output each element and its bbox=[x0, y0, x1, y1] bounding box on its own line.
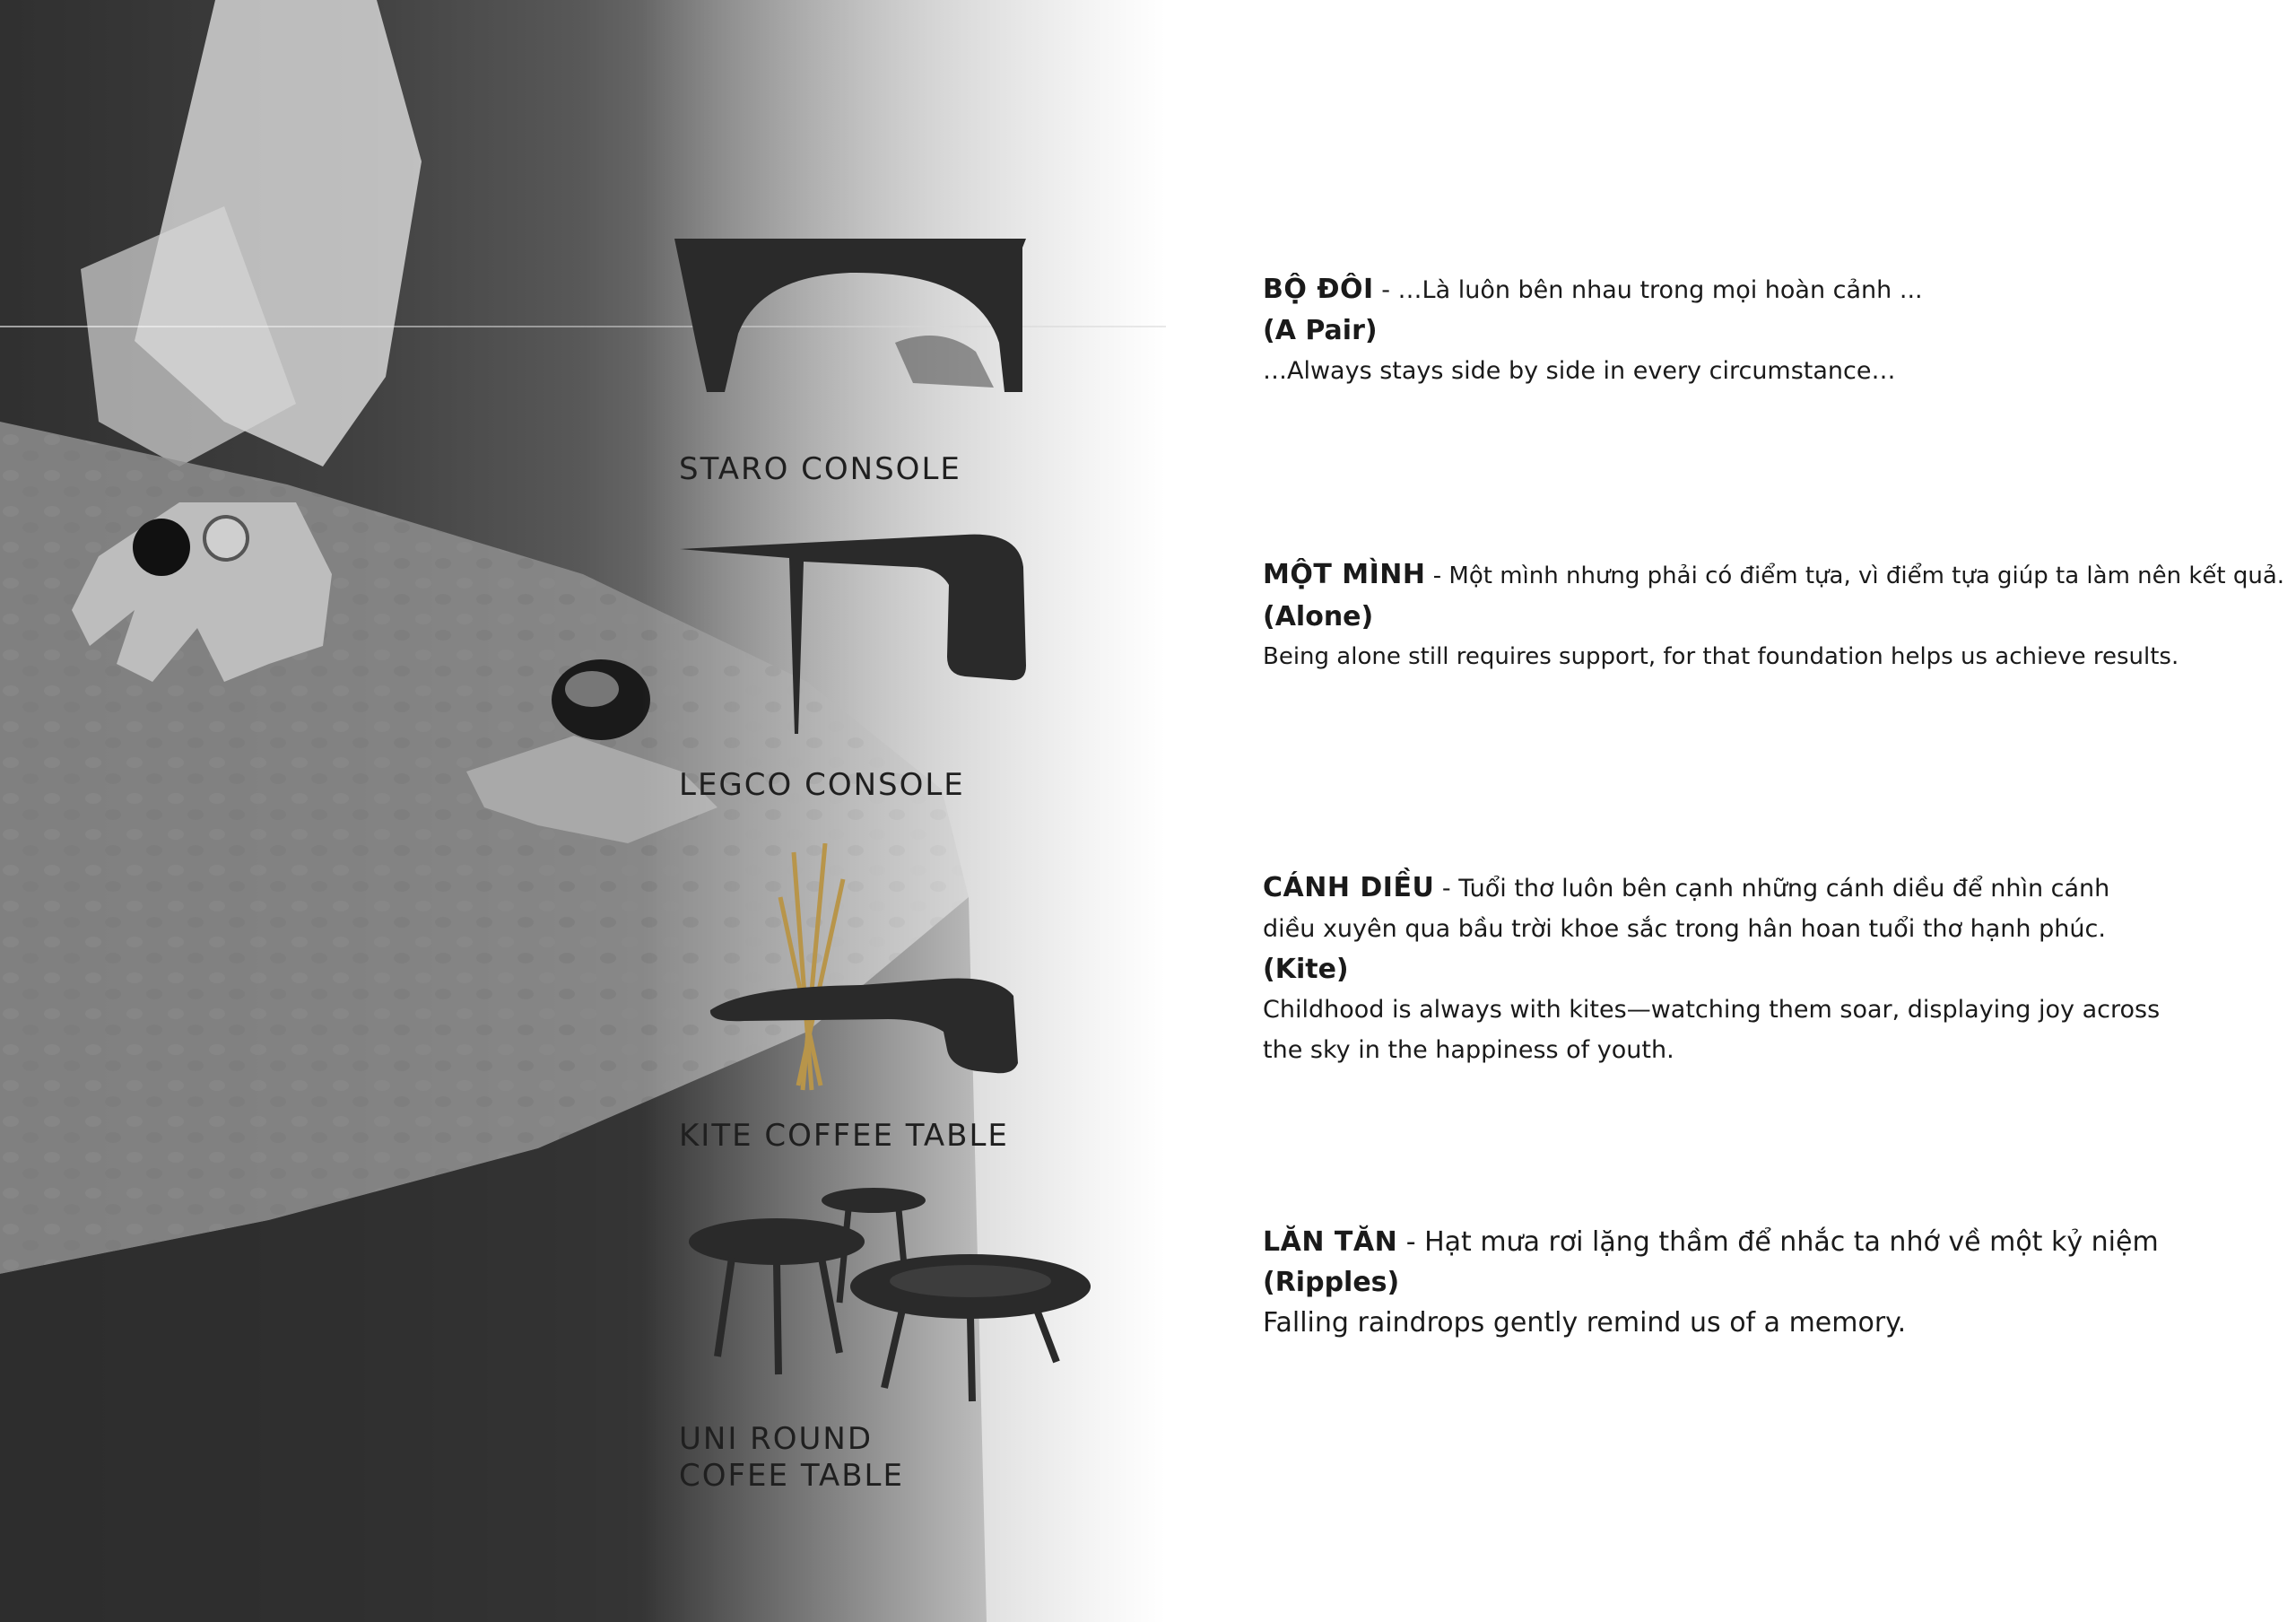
vi-title: BỘ ĐÔI bbox=[1263, 274, 1374, 305]
en-text: …Always stays side by side in every circumstance… bbox=[1263, 357, 1896, 385]
caption-uni-round-line1: UNI ROUND bbox=[679, 1421, 874, 1457]
description-alone bbox=[1263, 554, 2285, 677]
en-title: (Ripples) bbox=[1263, 1267, 1400, 1298]
en-title: (A Pair) bbox=[1263, 315, 1378, 346]
staro-console-image bbox=[671, 235, 1030, 397]
description-kite bbox=[1263, 868, 2169, 1070]
vi-text: - Tuổi thơ luôn bên cạnh những cánh diều để nhìn cánh diều xuyên qua bầu trời khoe sắc trong hân hoan tuổi thơ hạnh phúc. bbox=[1263, 875, 2110, 943]
caption-kite-coffee-table: KITE COFFEE TABLE bbox=[679, 1118, 1009, 1154]
vi-text: - Hạt mưa rơi lặng thầm để nhắc ta nhớ về một kỷ niệm bbox=[1397, 1226, 2159, 1258]
description-ripples bbox=[1263, 1222, 2213, 1343]
vi-text: - Một mình nhưng phải có điểm tựa, vì điểm tựa giúp ta làm nên kết quả. bbox=[1425, 562, 2285, 589]
caption-uni-round-line2: COFEE TABLE bbox=[679, 1458, 904, 1494]
uni-round-coffee-table-image bbox=[687, 1186, 1100, 1406]
description-a-pair bbox=[1263, 269, 2213, 391]
legco-console-image bbox=[678, 531, 1028, 737]
vi-title: LĂN TĂN bbox=[1263, 1226, 1398, 1258]
vi-title: MỘT MÌNH bbox=[1263, 559, 1426, 590]
vi-title: CÁNH DIỀU bbox=[1263, 872, 1435, 903]
en-text: Falling raindrops gently remind us of a memory. bbox=[1263, 1307, 1907, 1339]
caption-staro-console: STARO CONSOLE bbox=[679, 451, 961, 487]
caption-legco-console: LEGCO CONSOLE bbox=[679, 767, 965, 803]
vi-text: - …Là luôn bên nhau trong mọi hoàn cảnh ... bbox=[1373, 276, 1923, 304]
en-title: (Kite) bbox=[1263, 954, 1349, 985]
en-title: (Alone) bbox=[1263, 601, 1374, 632]
en-text: Being alone still requires support, for that foundation helps us achieve results. bbox=[1263, 643, 2179, 670]
en-text: Childhood is always with kites—watching them soar, displaying joy across the sky in the happiness of youth. bbox=[1263, 996, 2161, 1064]
kite-coffee-table-image bbox=[709, 843, 1022, 1094]
